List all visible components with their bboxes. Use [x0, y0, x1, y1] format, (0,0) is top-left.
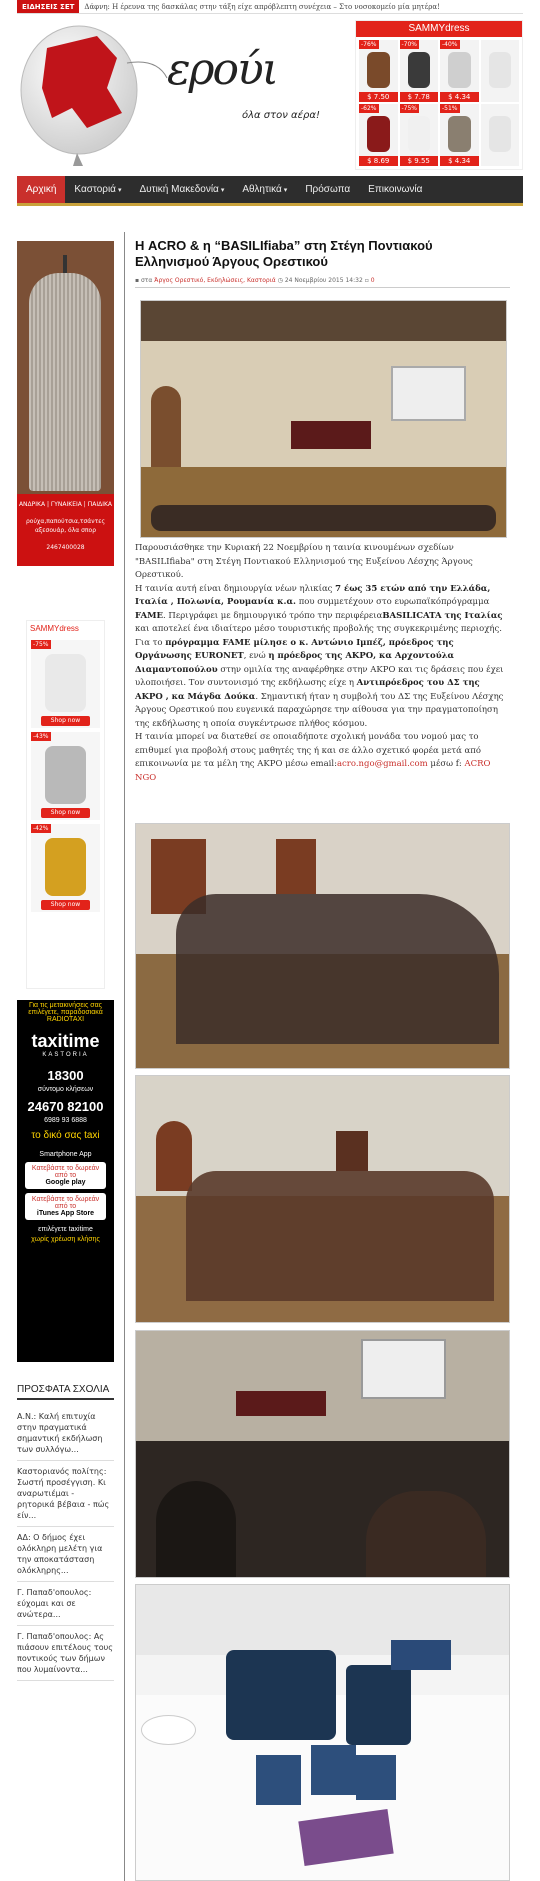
- bold-text: FAME: [135, 610, 164, 621]
- photo-audience-rear[interactable]: [135, 1330, 510, 1578]
- taxitime-logo: taxitime: [31, 1031, 100, 1051]
- text: . Περιγράφει με δημιουργικό τρόπο την περιφέρεια: [163, 610, 383, 621]
- price-label: $ 8.69: [359, 156, 398, 166]
- nav-item[interactable]: [359, 176, 431, 203]
- hanger-icon: [63, 255, 67, 275]
- text: , ενώ: [243, 651, 269, 661]
- photo-audience-1[interactable]: [135, 823, 510, 1069]
- folder-icon: ▪: [135, 277, 140, 284]
- ad-product-tile[interactable]: [31, 640, 100, 728]
- ad-footer-line: αξεσουάρ, όλα σπορ: [34, 527, 97, 534]
- discount-badge: -76%: [361, 41, 377, 48]
- product-image: [45, 654, 86, 712]
- facebook-link[interactable]: ACRO NGO: [135, 759, 491, 783]
- product-image: [448, 116, 471, 152]
- clothing-store-ad[interactable]: [17, 241, 114, 566]
- bold-text: η πρόεδρος της ΑΚΡΟ, κα Αρχοντούλα Διαμαντοπούλου: [135, 651, 455, 675]
- product-image: [489, 52, 512, 88]
- nav-item[interactable]: [296, 176, 359, 203]
- recent-comments-title: ΠΡΟΣΦΑΤΑ ΣΧΟΛΙΑ: [17, 1384, 114, 1400]
- news-ticker: [17, 0, 523, 14]
- comment-icon: ▫: [364, 277, 369, 284]
- ad-product-tile[interactable]: [440, 40, 479, 102]
- ad-product-tile[interactable]: [481, 40, 520, 102]
- clock-icon: ◷: [277, 277, 283, 284]
- nav-item-label: Επικοινωνία: [368, 184, 423, 195]
- ad-product-tile[interactable]: [359, 40, 398, 102]
- bold-text: Αντιπρόεδρος του ΔΣ της ΑΚΡΟ , κα Μάγδα Δούκα: [135, 678, 480, 702]
- store-pre: Κατεβάστε το δωρεάν από το: [31, 1196, 100, 1210]
- app-label: Smartphone App: [39, 1151, 92, 1158]
- discount-badge: -62%: [361, 105, 377, 112]
- nav-item-label: Αθλητικά: [242, 184, 282, 195]
- main-navigation: [17, 176, 523, 206]
- comment-item[interactable]: Α.Ν.: Καλή επιτυχία στην πραγματικά σημαντική εκδήλωση των συλλόγω...: [17, 1406, 114, 1461]
- chevron-down-icon: ▾: [283, 187, 288, 194]
- photo-dvd-table[interactable]: [135, 1584, 510, 1881]
- price-label: $ 9.55: [400, 156, 439, 166]
- google-play-button[interactable]: [25, 1162, 106, 1189]
- column-divider: [124, 232, 125, 1881]
- taxitime-ad[interactable]: [17, 1000, 114, 1362]
- paragraph: [135, 637, 510, 732]
- store-pre: Κατεβάστε το δωρεάν από το: [31, 1165, 100, 1179]
- product-image: [367, 116, 390, 152]
- phone-2: 6989 93 6888: [44, 1117, 87, 1124]
- product-image: [367, 52, 390, 88]
- knit-dress-image: [29, 273, 101, 491]
- shop-now-button[interactable]: Shop now: [41, 900, 90, 910]
- ad-product-tile[interactable]: [440, 104, 479, 166]
- nav-item[interactable]: [65, 176, 130, 203]
- ad-footer-line: ΑΝΔΡΙΚΑ | ΓΥΝΑΙΚΕΙΑ | ΠΑΙΔΙΚΑ: [18, 501, 113, 508]
- article-title[interactable]: Η ACRO & η “BASILIfiaba” στη Στέγη Ποντιακού Ελληνισμού Άργους Ορεστικού: [135, 238, 433, 269]
- discount-badge: -75%: [33, 641, 49, 648]
- logo-text: ερούι: [167, 44, 277, 95]
- ad-product-tile[interactable]: [481, 104, 520, 166]
- chevron-down-icon: ▾: [220, 187, 225, 194]
- discount-badge: -51%: [442, 105, 458, 112]
- paragraph: Παρουσιάσθηκε την Κυριακή 22 Νοεμβρίου η ταινία κινουμένων σχεδίων "BASILIfiaba" στη Στέγη Ποντιακού Ελληνισμού της Ευξείνου Λέσχης Άργους Ορεστικού.: [135, 543, 473, 580]
- ad-phone: 2467400028: [46, 544, 85, 551]
- ad-product-tile[interactable]: [31, 824, 100, 912]
- email-link[interactable]: acro.ngo@gmail.com: [336, 759, 428, 769]
- text: Η ταινία μπορεί να διατεθεί σε οποιαδήποτε σχολική μονάδα του νομού μας το επιθυμεί για προβολή στους μαθητές της ή και σε άλλο σχετικό φορέα μετά από επικοινωνία με τα μέλη της ΑΚΡΟ μέσω email:: [135, 732, 481, 769]
- meta-prefix: στα: [141, 277, 153, 284]
- ad-product-tile[interactable]: [359, 104, 398, 166]
- ad-line: Για τις μετακινήσεις σας επιλέγετε, παραδοσιακά RADIOTAXI: [28, 1002, 103, 1023]
- product-image: [408, 116, 431, 152]
- nav-item[interactable]: [233, 176, 296, 203]
- comment-item[interactable]: Καστοριανός πολίτης: Σωστή προσέγγιση. Κι αναρωτιέμαι - ρητορικά βέβαια - πώς είν...: [17, 1461, 114, 1527]
- recent-comments-list: [17, 1406, 114, 1681]
- nav-item[interactable]: [130, 176, 233, 203]
- discount-badge: -70%: [401, 41, 418, 48]
- paragraph: [135, 583, 510, 637]
- post-date: 24 Νοεμβρίου 2015 14:32: [284, 277, 363, 284]
- ad-free: χωρίς χρέωση κλήσης: [31, 1236, 100, 1243]
- ad-slogan: το δικό σας taxi: [31, 1130, 100, 1141]
- nav-item-label: Αρχική: [26, 184, 57, 195]
- sammydress-banner-ad[interactable]: [355, 20, 523, 170]
- article-header: [135, 238, 510, 288]
- discount-badge: -42%: [33, 825, 49, 832]
- discount-badge: -40%: [442, 41, 458, 48]
- nav-item[interactable]: [17, 176, 65, 203]
- phone-1: 24670 82100: [27, 1099, 104, 1114]
- category-links[interactable]: Άργος Ορεστικό, Εκδηλώσεις, Καστοριά: [154, 277, 276, 284]
- chevron-down-icon: ▾: [117, 187, 122, 194]
- paragraph: [135, 731, 510, 785]
- article-meta: [135, 277, 510, 288]
- discount-badge: -43%: [33, 733, 49, 740]
- bold-text: πρόγραμμα FAME μίλησε ο κ. Αντώνιο Ιμπέζ, πρόεδρος της Οργάνωσης EURONET: [135, 637, 454, 661]
- nav-item-label: Καστοριά: [74, 184, 116, 195]
- text: στην ομιλία της αναφέρθηκε στην ΑΚΡΟ και τις δράσεις που έχει υλοποιήσει. Τον συντονισμό της εκδήλωσης είχε η: [135, 664, 504, 688]
- product-image: [489, 116, 512, 152]
- nav-item-label: Πρόσωπα: [305, 184, 351, 195]
- text: που συμμετέχουν στο ευρωπαϊκόπρόγραμμα: [296, 597, 490, 607]
- ad-product-tile[interactable]: [400, 40, 439, 102]
- comment-count[interactable]: 0: [370, 277, 375, 284]
- photo-audience-2[interactable]: [135, 1075, 510, 1323]
- price-label: $ 7.78: [400, 92, 439, 102]
- ad-product-tile[interactable]: [400, 104, 439, 166]
- text: . Σημαντική ήταν η συμβολή του ΔΣ της Ευξείνου Λέσχης Άργους Ορεστικού που ευγενικά παραχώρησε την αίθουσα για την πραγματοποίηση της εκδήλωσης η οποία συγκέντρωσε πλήθος κόσμου.: [135, 691, 504, 729]
- store-name: Google play: [45, 1179, 86, 1186]
- price-label: $ 4.34: [440, 156, 479, 166]
- comment-item[interactable]: ΑΔ: Ο δήμος έχει ολόκληρη μελέτη για την αποκατάσταση ολόκληρης...: [17, 1527, 114, 1582]
- ad-brand: SAMMYdress: [356, 21, 522, 37]
- nav-item-label: Δυτική Μακεδονία: [139, 184, 219, 195]
- product-image: [45, 746, 86, 804]
- ad-city: KASTORIA: [42, 1052, 89, 1058]
- photo-lecture-hall[interactable]: [140, 300, 507, 538]
- text: Για το: [135, 637, 166, 648]
- shop-now-button[interactable]: Shop now: [41, 808, 90, 818]
- store-name: iTunes App Store: [36, 1210, 95, 1217]
- price-label: $ 4.34: [440, 92, 479, 102]
- shop-now-button[interactable]: Shop now: [41, 716, 90, 726]
- short-number-sub: σύντομο κλήσεων: [37, 1086, 94, 1093]
- site-logo[interactable]: [17, 18, 347, 168]
- price-label: $ 7.50: [359, 92, 398, 102]
- bold-text: BASILICATA της Ιταλίας: [382, 610, 503, 621]
- short-number: 18300: [47, 1068, 84, 1083]
- article-body: [135, 542, 510, 785]
- discount-badge: -75%: [401, 105, 418, 112]
- ticker-label: ΕΙΔΗΣΕΙΣ ΣΕΤ: [17, 0, 79, 14]
- text: Η ταινία αυτή είναι δημιουργία νέων ηλικίας: [135, 583, 336, 594]
- comment-item[interactable]: Γ. Παπαδ'οπουλος: Ας πιάσουν επιτέλους τους ποντικούς των δήμων που λυμαίνοντα...: [17, 1626, 114, 1681]
- product-image: [408, 52, 431, 88]
- ad-brand: SAMMYdress: [30, 624, 79, 633]
- ticker-text[interactable]: Δάφνη: Η έρευνα της δασκάλας στην τάξη είχε απρόβλεπτη συνέχεια – Στο νοσοκομείο μία μητέρα!: [84, 3, 440, 11]
- comment-item[interactable]: Γ. Παπαδ'οπουλος: εύχομαι και σε ανώτερα...: [17, 1582, 114, 1626]
- text: μέσω f:: [427, 759, 465, 769]
- text: και αποτελεί ένα ιδιαίτερο μέσο τουριστικής προβολής της συγκεκριμένης περιοχής.: [135, 624, 502, 634]
- product-image: [45, 838, 86, 896]
- bold-text: 7 έως 35 ετών από την Ελλάδα, Ιταλία , Πολωνία, Ρουμανία κ.α.: [135, 583, 491, 607]
- sammydress-side-ad[interactable]: [26, 620, 105, 989]
- ad-footer-line: ρούχα,παπούτσια,τσάντες: [25, 518, 105, 525]
- ad-choose: επιλέγετε taxitime: [38, 1226, 93, 1233]
- product-image: [448, 52, 471, 88]
- logo-tagline: όλα στον αέρα!: [242, 110, 320, 121]
- ad-product-tile[interactable]: [31, 732, 100, 820]
- app-store-button[interactable]: [25, 1193, 106, 1220]
